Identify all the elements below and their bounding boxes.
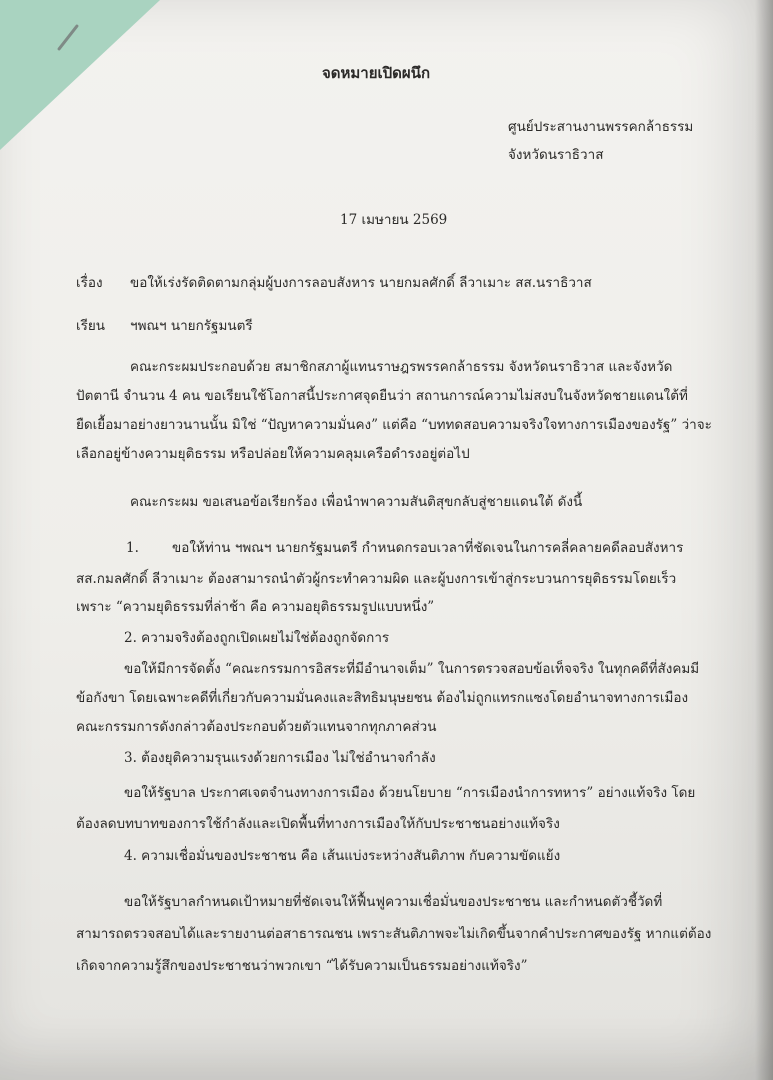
subject-label: เรื่อง bbox=[76, 275, 103, 291]
intro-line-1: คณะกระผมประกอบด้วย สมาชิกสภาผู้แทนราษฎรพรรคกล้าธรรม จังหวัดนราธิวาส และจังหวัด bbox=[130, 359, 673, 375]
item-4-heading: 4. ความเชื่อมั่นของประชาชน คือ เส้นแบ่งระหว่างสันติภาพ กับความขัดแย้ง bbox=[124, 848, 561, 864]
intro-line-4: เลือกอยู่ข้างความยุติธรรม หรือปล่อยให้ความคลุมเครือดำรงอยู่ต่อไป bbox=[76, 446, 470, 462]
item-1-number: 1. bbox=[126, 540, 139, 556]
item-2-line-3: คณะกรรมการดังกล่าวต้องประกอบด้วยตัวแทนจากทุกภาคส่วน bbox=[76, 719, 437, 735]
to-text: ฯพณฯ นายกรัฐมนตรี bbox=[130, 318, 253, 334]
background-edge bbox=[755, 0, 773, 1080]
item-4-line-2: สามารถตรวจสอบได้และรายงานต่อสาธารณชน เพราะสันติภาพจะไม่เกิดขึ้นจากคำประกาศของรัฐ หากแต่ต้อง bbox=[76, 926, 712, 942]
item-1-line-2: สส.กมลศักดิ์ ลีวาเมาะ ต้องสามารถนำตัวผู้กระทำความผิด และผู้บงการเข้าสู่กระบวนการยุติธรรมโดยเร็ว bbox=[76, 571, 677, 587]
item-1-line-1: ขอให้ท่าน ฯพณฯ นายกรัฐมนตรี กำหนดกรอบเวลาที่ชัดเจนในการคลี่คลายคดีลอบสังหาร bbox=[172, 540, 684, 556]
intro-line-3: ยืดเยื้อมาอย่างยาวนานนั้น มิใช่ “ปัญหาความมั่นคง” แต่คือ “บททดสอบความจริงใจทางการเมืองของรัฐ” ว่าจะ bbox=[76, 417, 712, 433]
to-label: เรียน bbox=[76, 318, 106, 334]
item-3-line-1: ขอให้รัฐบาล ประกาศเจตจำนงทางการเมือง ด้วยนโยบาย “การเมืองนำการทหาร” อย่างแท้จริง โดย bbox=[124, 785, 696, 801]
item-2-heading: 2. ความจริงต้องถูกเปิดเผยไม่ใช่ต้องถูกจัดการ bbox=[124, 630, 390, 646]
item-1-line-3: เพราะ “ความยุติธรรมที่ล่าช้า คือ ความอยุติธรรมรูปแบบหนึ่ง” bbox=[76, 599, 435, 615]
subject-text: ขอให้เร่งรัดติดตามกลุ่มผู้บงการลอบสังหาร นายกมลศักดิ์ ลีวาเมาะ สส.นราธิวาส bbox=[130, 275, 592, 291]
item-2-line-2: ข้อกังขา โดยเฉพาะคดีที่เกี่ยวกับความมั่นคงและสิทธิมนุษยชน ต้องไม่ถูกแทรกแซงโดยอำนาจทางการเมือง bbox=[76, 690, 689, 706]
letter-date: 17 เมษายน 2569 bbox=[340, 212, 448, 228]
letter-title: จดหมายเปิดผนึก bbox=[322, 64, 431, 82]
sender-line-2: จังหวัดนราธิวาส bbox=[508, 147, 604, 163]
item-3-heading: 3. ต้องยุติความรุนแรงด้วยการเมือง ไม่ใช่อำนาจกำลัง bbox=[124, 750, 436, 766]
green-folder-corner bbox=[0, 0, 160, 150]
item-2-line-1: ขอให้มีการจัดตั้ง “คณะกรรมการอิสระที่มีอำนาจเต็ม” ในการตรวจสอบข้อเท็จจริง ในทุกคดีที่สังคมมี bbox=[124, 661, 700, 677]
intro-paragraph-2: คณะกระผม ขอเสนอข้อเรียกร้อง เพื่อนำพาความสันติสุขกลับสู่ชายแดนใต้ ดังนี้ bbox=[130, 494, 583, 510]
item-4-line-3: เกิดจากความรู้สึกของประชาชนว่าพวกเขา “ได้รับความเป็นธรรมอย่างแท้จริง” bbox=[76, 958, 528, 974]
intro-line-2: ปัตตานี จำนวน 4 คน ขอเรียนใช้โอกาสนี้ประกาศจุดยืนว่า สถานการณ์ความไม่สงบในจังหวัดชายแดนใต้ที่ bbox=[76, 388, 688, 404]
item-4-line-1: ขอให้รัฐบาลกำหนดเป้าหมายที่ชัดเจนให้ฟื้นฟูความเชื่อมั่นของประชาชน และกำหนดตัวชี้วัดที่ bbox=[124, 894, 663, 910]
sender-line-1: ศูนย์ประสานงานพรรคกล้าธรรม bbox=[508, 119, 694, 135]
item-3-line-2: ต้องลดบทบาทของการใช้กำลังและเปิดพื้นที่ทางการเมืองให้กับประชาชนอย่างแท้จริง bbox=[76, 816, 560, 832]
